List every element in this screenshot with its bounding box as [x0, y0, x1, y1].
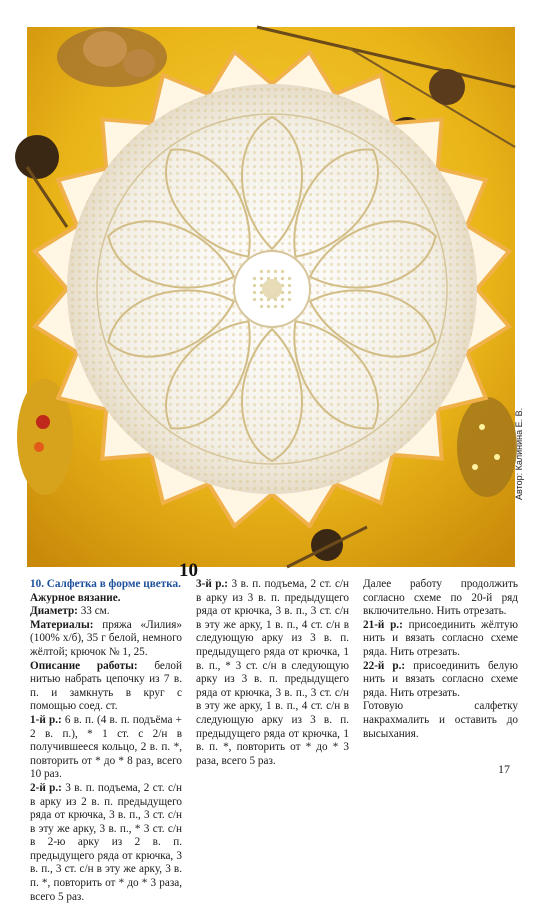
row3-label: 3-й р.: [196, 578, 229, 590]
page-number: 17 [498, 762, 510, 776]
row1-value: 6 в. п. (4 в. п. подъёма + 2 в. п.), * 1 ст. с 2/н в получившееся кольцо, 2 в. п. *, повторить от * до * 8 раз, всего 10 раз. [30, 713, 182, 781]
column-2 [196, 578, 349, 768]
row2-value: 3 в. п. подъема, 2 ст. с/н в арку из 2 в. п. предыдущего ряда от крючка, 3 в. п., 3 ст. с/н в эту же арку, 3 в. п., * 3 ст. с/н в 2-ю арку из 2 в. п. предыдущего ряда от крючка, 3 в. п., 3 ст. с/н в эту же арку, 3 в. п. *, повторить от * до * 3 раза, всего 5 раз. [30, 781, 183, 903]
row2-line [30, 782, 182, 904]
materials-label: Материалы: [30, 618, 94, 631]
article-subtitle: Ажурное вязание. [30, 591, 121, 604]
description-label: Описание работы: [30, 659, 138, 672]
photo-number: 10 [179, 560, 198, 581]
article-title: 10. Салфетка в форме цветка. [30, 578, 181, 590]
row1-line [30, 714, 182, 782]
row21-value: присоединить жёлтую нить и вязать согласно схеме ряда. Нить отрезать. [363, 618, 518, 658]
diameter-line [30, 605, 182, 619]
description-value: белой нитью набрать цепочку из 7 в. п. и замкнуть в круг с помощью соед. ст. [30, 659, 182, 713]
row21-line [363, 619, 518, 660]
column-1 [30, 578, 182, 904]
row21-label: 21-й р.: [363, 618, 403, 631]
diameter-value: 33 см. [77, 605, 110, 618]
column-3 [363, 578, 518, 741]
row22-label: 22-й р.: [363, 659, 406, 672]
row3-value: 3 в. п. подъема, 2 ст. с/н в арку из 3 в. п. предыдущего ряда от крючка, 3 в. п., 3 ст. с/н в эту же арку, 1 в. п., 4 ст. с/н в следующую арку из 3 в. п. предыдущего ряда от крючка, 1 в. п., * 3 ст. с/н в следующую арку из 3 в. п. предыдущего ряда от крючка, 3 в. п., 3 ст. с/н в эту же арку, 1 в. п., 4 ст. с/н в следующую арку из 3 в. п. предыдущего ряда от крючка, 1 в. п. *, повторить от * до * 3 раза, всего 5 раз. [196, 578, 350, 767]
row2-label: 2-й р.: [30, 781, 62, 794]
materials-value: пряжа «Лилия» (100% х/б), 35 г белой, немного жёлтой; крючок № 1, 25. [30, 618, 182, 658]
materials-line [30, 619, 182, 660]
row3-line [196, 578, 349, 768]
row22-value: присоединить белую нить и вязать согласно схеме ряда. Нить отрезать. [363, 659, 518, 699]
doily-photo [27, 27, 515, 581]
description-line [30, 660, 182, 714]
instructions-text [30, 578, 528, 903]
continue-paragraph: Далее работу продолжить согласно схеме по 20-й ряд включительно. Нить отрезать. [363, 578, 518, 618]
author-credit: Автор: Калинина Е. В. [514, 407, 524, 500]
diameter-label: Диаметр: [30, 605, 78, 618]
row1-label: 1-й р.: [30, 713, 62, 726]
final-paragraph: Готовую салфетку накрахмалить и оставить до высыхания. [363, 700, 518, 740]
row22-line [363, 660, 518, 701]
doily-photo-illustration [27, 27, 515, 567]
